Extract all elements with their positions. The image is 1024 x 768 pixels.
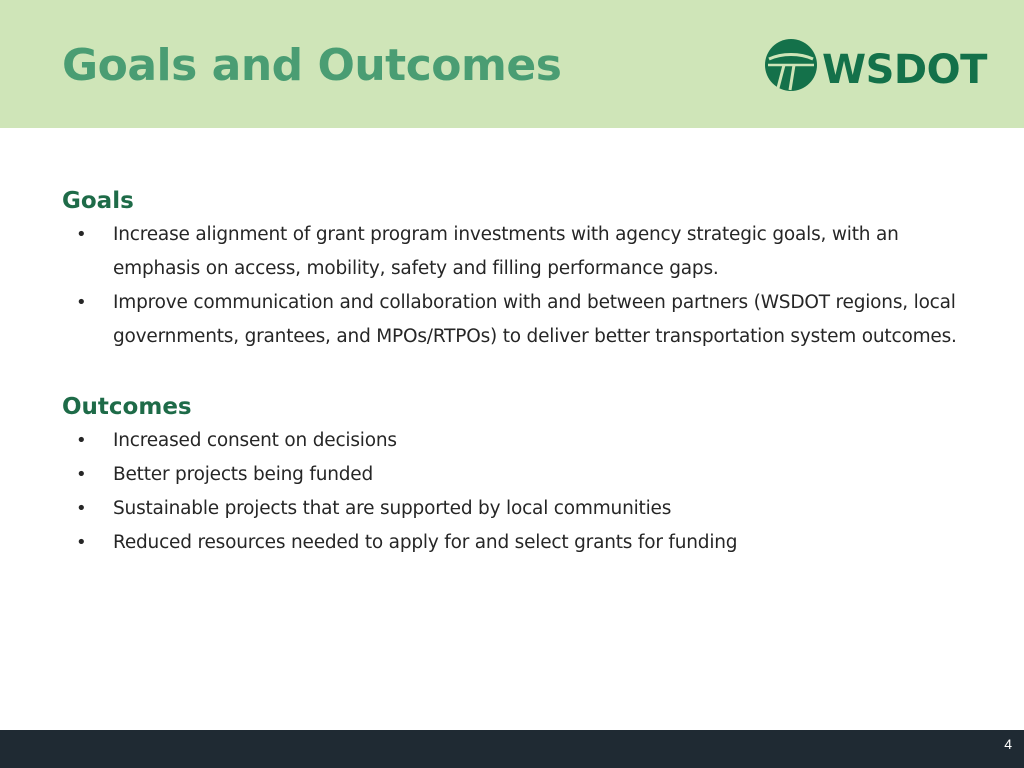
outcomes-item-text: Reduced resources needed to apply for and select grants for funding bbox=[113, 532, 738, 553]
wsdot-logo-icon bbox=[764, 38, 818, 92]
slide-content bbox=[62, 184, 962, 560]
goals-item-text: Increase alignment of grant program investments with agency strategic goals, with an emphasis on access, mobility, safety and filling performance gaps. bbox=[113, 224, 899, 279]
goals-heading: Goals bbox=[62, 188, 134, 214]
outcomes-list-item bbox=[62, 526, 962, 560]
bullet-icon: • bbox=[76, 430, 87, 451]
bullet-icon: • bbox=[76, 292, 87, 313]
goals-list-item bbox=[62, 286, 962, 354]
outcomes-list bbox=[62, 424, 962, 560]
bullet-icon: • bbox=[76, 532, 87, 553]
bullet-icon: • bbox=[76, 464, 87, 485]
bullet-icon: • bbox=[76, 224, 87, 245]
goals-item-text: Improve communication and collaboration with and between partners (WSDOT regions, local governments, grantees, and MPOs/RTPOs) to deliver better transportation system outcomes. bbox=[113, 292, 957, 347]
slide-footer bbox=[0, 730, 1024, 768]
outcomes-item-text: Better projects being funded bbox=[113, 464, 374, 485]
bullet-icon: • bbox=[76, 498, 87, 519]
goals-list-item bbox=[62, 218, 962, 286]
slide-title: Goals and Outcomes bbox=[62, 40, 562, 91]
outcomes-list-item bbox=[62, 458, 962, 492]
page-number: 4 bbox=[1004, 736, 1012, 752]
slide-header bbox=[0, 0, 1024, 128]
goals-list bbox=[62, 218, 962, 354]
wsdot-logo bbox=[764, 38, 1004, 92]
outcomes-item-text: Increased consent on decisions bbox=[113, 430, 397, 451]
section-spacer bbox=[62, 354, 962, 390]
logo-wordmark: WSDOT bbox=[822, 47, 987, 93]
outcomes-list-item bbox=[62, 424, 962, 458]
outcomes-heading: Outcomes bbox=[62, 394, 192, 420]
outcomes-item-text: Sustainable projects that are supported by local communities bbox=[113, 498, 672, 519]
outcomes-list-item bbox=[62, 492, 962, 526]
